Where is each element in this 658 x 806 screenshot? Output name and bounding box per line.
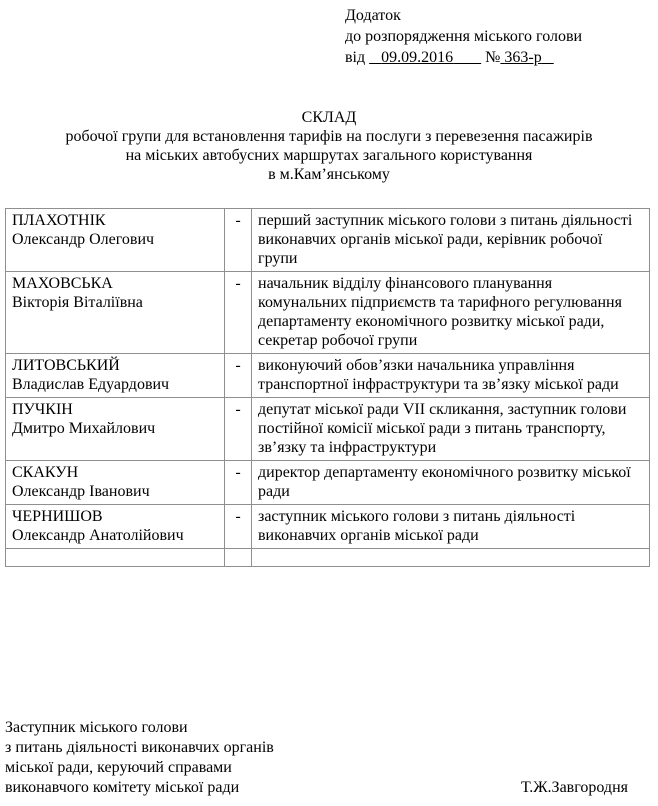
signatory-title-line-3: міської ради, керуючий справами <box>5 759 232 776</box>
member-role: начальник відділу фінансового планування комунальних підприємств та тарифного регулювання департаменту економічного розвитку міської ради, секретар робочої групи <box>252 272 650 354</box>
member-role: заступник міського голови з питань діяльності виконавчих органів міської ради <box>252 505 650 549</box>
member-name-cell <box>6 209 225 272</box>
dash-cell: - <box>225 398 252 461</box>
member-given-name: Олександр Іванович <box>12 483 150 500</box>
member-name-cell <box>6 461 225 505</box>
member-name-cell <box>6 354 225 398</box>
member-role: перший заступник міського голови з питань діяльності виконавчих органів міської ради, керівник робочої групи <box>252 209 650 272</box>
appendix-reference: до розпорядження міського голови <box>345 28 583 45</box>
table-row <box>6 398 650 461</box>
title-line-1: робочої групи для встановлення тарифів на послуги з перевезення пасажирів <box>65 128 593 145</box>
signatory-title-line-2: з питань діяльності виконавчих органів <box>5 739 274 756</box>
member-surname: ПУЧКІН <box>12 401 73 418</box>
dash-cell: - <box>225 354 252 398</box>
empty-cell <box>6 549 225 567</box>
dash-cell: - <box>225 272 252 354</box>
member-role: депутат міської ради VII скликання, заступник голови постійної комісії міської ради з питань транспорту, зв’язку та інфраструктури <box>252 398 650 461</box>
title-line-2: на міських автобусних маршрутах загального користування <box>125 147 533 164</box>
dash-cell: - <box>225 461 252 505</box>
decree-date: 09.09.2016 <box>381 49 454 66</box>
dash-cell: - <box>225 209 252 272</box>
member-given-name: Олександр Олегович <box>12 231 155 248</box>
document-title <box>0 108 658 184</box>
date-field <box>369 49 481 66</box>
member-given-name: Вікторія Віталіївна <box>12 294 143 311</box>
table-row <box>6 354 650 398</box>
appendix-header <box>345 5 582 68</box>
member-given-name: Олександр Анатолійович <box>12 527 184 544</box>
signatory-name: Т.Ж.Завгородня <box>521 779 628 796</box>
table-row <box>6 505 650 549</box>
title-line-3: в м.Кам’янському <box>268 166 390 183</box>
member-given-name: Владислав Едуардович <box>12 376 170 393</box>
decree-number: 363-р <box>504 49 542 66</box>
signature-block <box>5 718 650 798</box>
member-surname: ЧЕРНИШОВ <box>12 508 103 525</box>
appendix-date-number-line <box>345 47 582 68</box>
table-row <box>6 209 650 272</box>
member-name-cell <box>6 398 225 461</box>
member-given-name: Дмитро Михайлович <box>12 420 156 437</box>
table-row <box>6 272 650 354</box>
number-field <box>500 49 553 66</box>
empty-cell <box>252 549 650 567</box>
empty-cell <box>225 549 252 567</box>
member-name-cell <box>6 272 225 354</box>
number-prefix: № <box>485 49 501 66</box>
signatory-title-line-1: Заступник міського голови <box>5 719 188 736</box>
member-role: директор департаменту економічного розвитку міської ради <box>252 461 650 505</box>
appendix-label: Додаток <box>345 7 401 24</box>
table-row <box>6 461 650 505</box>
date-prefix: від <box>345 49 366 66</box>
member-role: виконуючий обов’язки начальника управління транспортної інфраструктури та зв’язку міської ради <box>252 354 650 398</box>
member-surname: ЛИТОВСЬКИЙ <box>12 357 120 374</box>
member-surname: МАХОВСЬКА <box>12 275 113 292</box>
title-heading: СКЛАД <box>301 109 357 126</box>
empty-table-row <box>6 549 650 567</box>
signatory-title-line-4: виконавчого комітету міської ради <box>5 779 240 796</box>
member-name-cell <box>6 505 225 549</box>
members-table <box>5 208 650 567</box>
signatory-final-line <box>5 778 650 798</box>
member-surname: СКАКУН <box>12 464 79 481</box>
member-surname: ПЛАХОТНІК <box>12 212 106 229</box>
dash-cell: - <box>225 505 252 549</box>
